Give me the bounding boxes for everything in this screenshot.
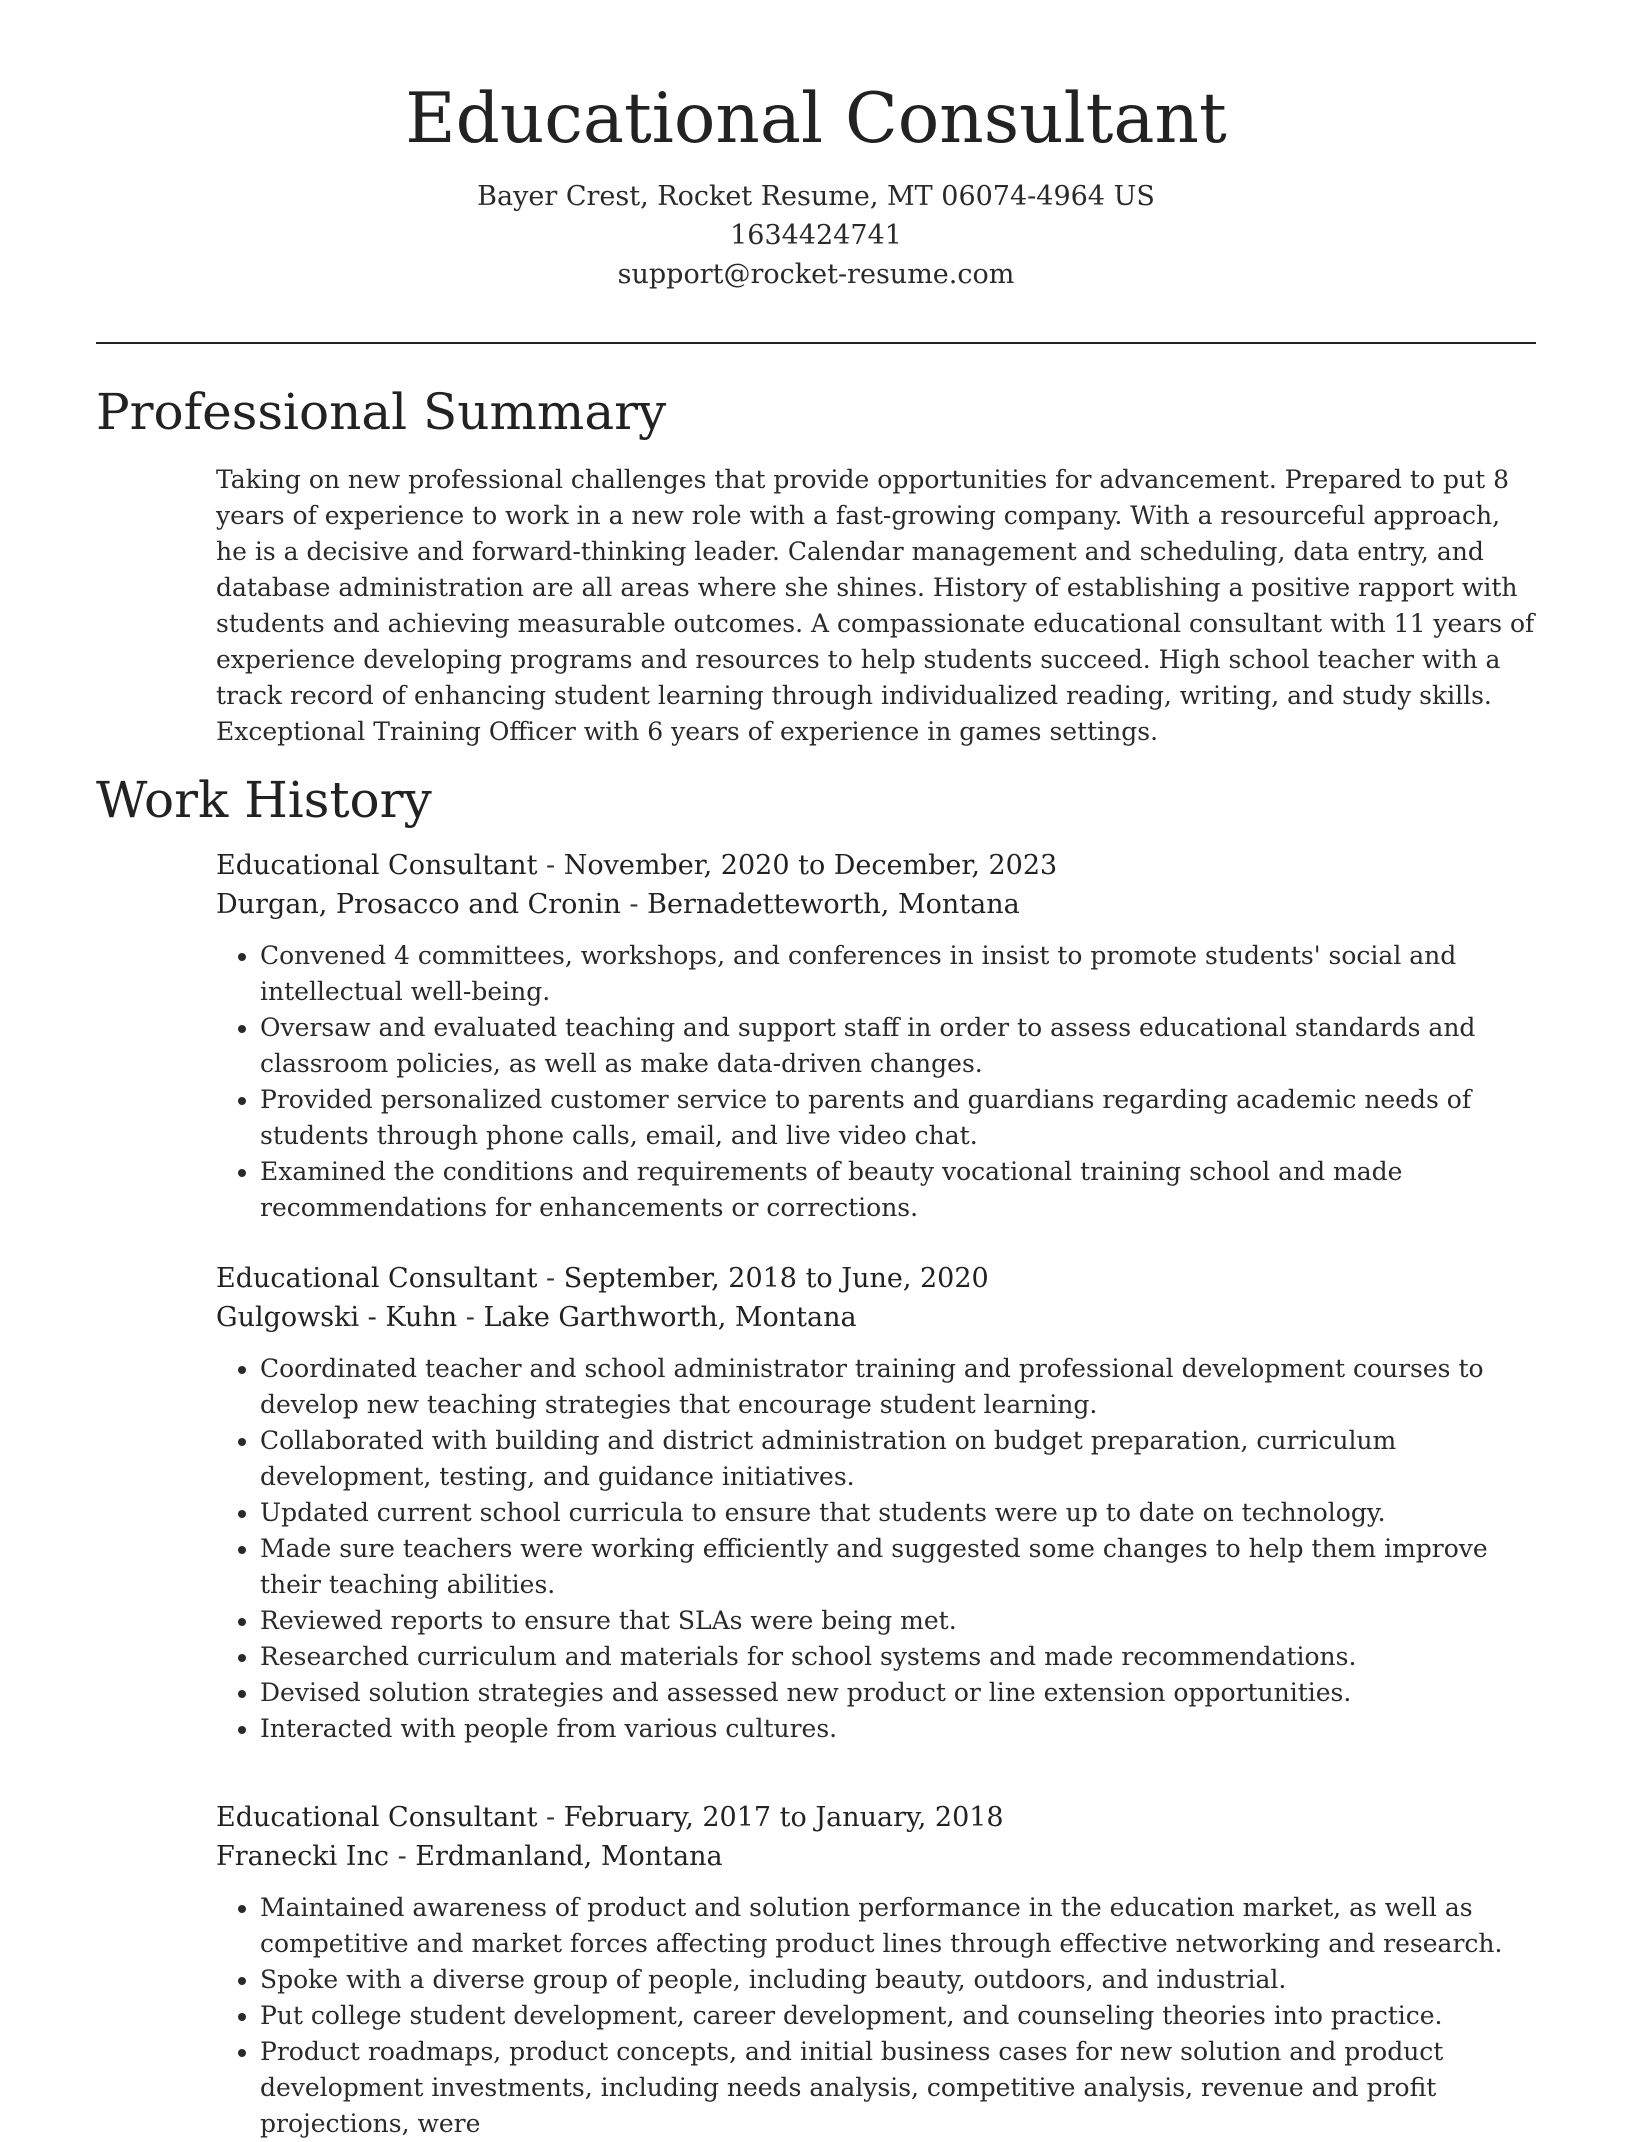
header-divider [96, 342, 1536, 344]
bullet-item: • Put college student development, career development, and counseling theories into practice. [260, 1998, 1538, 2034]
job-company-line [216, 1837, 1538, 1876]
bullet-item: • Examined the conditions and requirements of beauty vocational training school and made recommendations for enhancements or corrections. [260, 1154, 1538, 1226]
job-bullets [216, 938, 1538, 1226]
job-location: Erdmanland, Montana [415, 1841, 723, 1872]
bullet-item: • Provided personalized customer service to parents and guardians regarding academic needs of students through phone calls, email, and live video chat. [260, 1082, 1538, 1154]
job-dates: February, 2017 to January, 2018 [563, 1802, 1004, 1833]
separator: - [537, 850, 564, 881]
bullet-item: • Product roadmaps, product concepts, and initial business cases for new solution and product development investments, including needs analysis, competitive analysis, revenue and profit projections, were [260, 2034, 1538, 2142]
job-entry [216, 1259, 1538, 1747]
contact-address: Bayer Crest, Rocket Resume, MT 06074-4964 US [477, 180, 1155, 212]
separator: - [620, 889, 648, 920]
job-bullets [216, 1351, 1538, 1747]
bullet-item: • Made sure teachers were working efficiently and suggested some changes to help them improve their teaching abilities. [260, 1531, 1538, 1603]
bullet-item: • Updated current school curricula to ensure that students were up to date on technology. [260, 1495, 1538, 1531]
job-title-line [216, 1259, 1538, 1298]
job-entry [216, 1798, 1538, 2142]
separator: - [537, 1802, 564, 1833]
separator: - [388, 1841, 416, 1872]
candidate-name: Educational Consultant [405, 79, 1227, 159]
bullet-item: • Spoke with a diverse group of people, including beauty, outdoors, and industrial. [260, 1962, 1538, 1998]
separator: - [537, 1263, 564, 1294]
job-dates: September, 2018 to June, 2020 [563, 1263, 989, 1294]
bullet-item: • Coordinated teacher and school administrator training and professional development courses to develop new teaching strategies that encourage student learning. [260, 1351, 1538, 1423]
bullet-item: • Devised solution strategies and assessed new product or line extension opportunities. [260, 1675, 1538, 1711]
summary-heading: Professional Summary [96, 383, 667, 441]
job-company-line [216, 885, 1538, 924]
resume-header [96, 78, 1536, 294]
contact-block [96, 177, 1536, 294]
job-location: Bernadetteworth, Montana [647, 889, 1020, 920]
separator: - [457, 1302, 484, 1333]
job-company: Gulgowski - Kuhn [216, 1302, 458, 1333]
bullet-item: • Oversaw and evaluated teaching and support staff in order to assess educational standards and classroom policies, as well as make data-driven changes. [260, 1010, 1538, 1082]
job-location: Lake Garthworth, Montana [483, 1302, 857, 1333]
bullet-item: • Convened 4 committees, workshops, and conferences in insist to promote students' social and intellectual well-being. [260, 938, 1538, 1010]
job-bullets [216, 1890, 1538, 2142]
contact-email: support@rocket-resume.com [617, 258, 1015, 290]
job-title: Educational Consultant [216, 1263, 538, 1294]
bullet-item: • Reviewed reports to ensure that SLAs were being met. [260, 1603, 1538, 1639]
job-company: Franecki Inc [216, 1841, 389, 1872]
job-title: Educational Consultant [216, 1802, 538, 1833]
job-entry [216, 846, 1538, 1226]
job-title-line [216, 846, 1538, 885]
bullet-item: • Maintained awareness of product and solution performance in the education market, as well as competitive and market forces affecting product lines through effective networking and research. [260, 1890, 1538, 1962]
job-title: Educational Consultant [216, 850, 538, 881]
bullet-item: • Researched curriculum and materials for school systems and made recommendations. [260, 1639, 1538, 1675]
summary-text: Taking on new professional challenges that provide opportunities for advancement. Prepared to put 8 years of experience to work in a new role with a fast-growing company. With a resourceful approach, he is a decisive and forward-thinking leader. Calendar management and scheduling, data entry, and database administration are all areas where she shines. History of establishing a positive rapport with students and achieving measurable outcomes. A compassionate educational consultant with 11 years of experience developing programs and resources to help students succeed. High school teacher with a track record of enhancing student learning through individualized reading, writing, and study skills. Exceptional Training Officer with 6 years of experience in games settings. [216, 465, 1535, 746]
job-company: Durgan, Prosacco and Cronin [216, 889, 621, 920]
job-company-line [216, 1298, 1538, 1337]
job-dates: November, 2020 to December, 2023 [563, 850, 1058, 881]
job-title-line [216, 1798, 1538, 1837]
contact-phone: 1634424741 [730, 219, 902, 251]
bullet-item: • Collaborated with building and district administration on budget preparation, curriculum development, testing, and guidance initiatives. [260, 1423, 1538, 1495]
work-history-heading: Work History [96, 771, 432, 829]
bullet-item: • Interacted with people from various cultures. [260, 1711, 1538, 1747]
